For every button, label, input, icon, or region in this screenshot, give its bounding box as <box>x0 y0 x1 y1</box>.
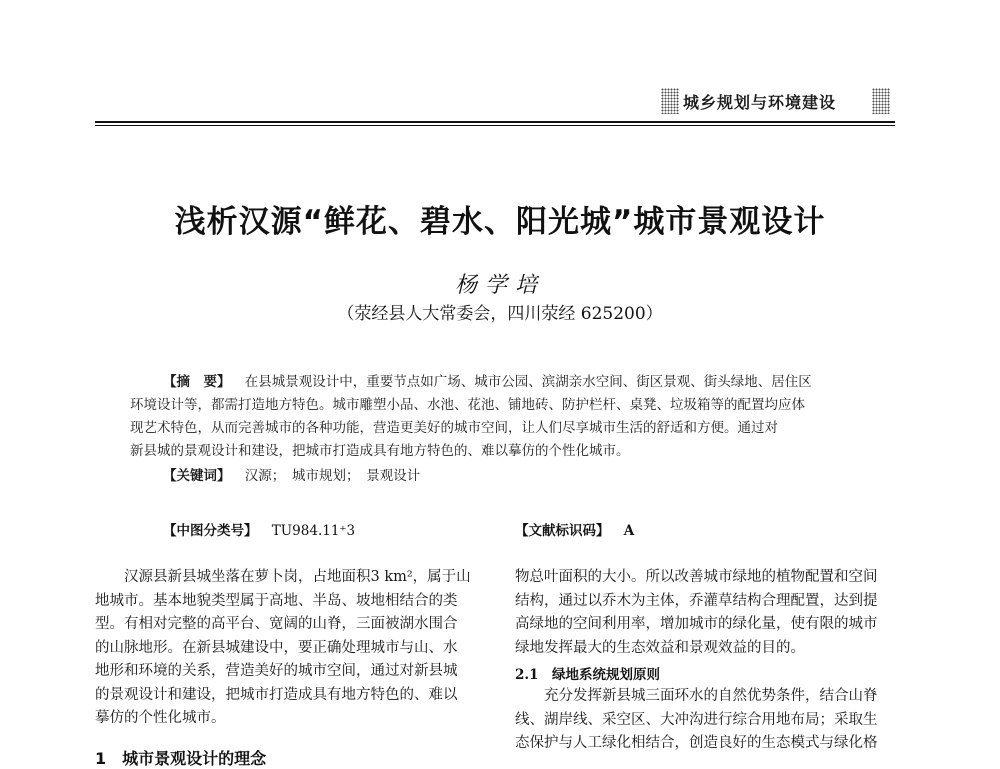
abstract-line-2: 环境设计等，都需打造地方特色。城市雕塑小品、水池、花池、铺地砖、防护栏杆、桌凳、垃圾箱等的配置均应体 <box>130 397 805 413</box>
header-rule-thin <box>95 125 895 126</box>
document-code <box>515 519 634 539</box>
body-right-line-2: 结构，通过以乔木为主体，乔灌草结构合理配置，达到提 <box>515 593 878 609</box>
body-left-line-4: 的山脉地形。在新县城建设中，要正确处理城市与山、水 <box>95 640 458 656</box>
header-rule <box>95 121 895 123</box>
body-left-line-7: 摹仿的个性化城市。 <box>95 710 226 726</box>
header-ornament-left <box>661 88 679 114</box>
header-ornament-right <box>872 88 890 114</box>
clc-classification <box>163 519 355 539</box>
abstract-line-1 <box>163 373 812 391</box>
body-right-line-6: 线、湖岸线、采空区、大冲沟进行综合用地布局；采取生 <box>515 712 878 728</box>
body-left-line-6: 的景观设计和建设，把城市打造成具有地方特色的、难以 <box>95 687 458 703</box>
abstract-text: 在县城景观设计中，重要节点如广场、城市公园、滨湖亲水空间、街区景观、街头绿地、居住区 <box>244 374 812 390</box>
body-left-line-3: 型。有相对完整的高平台、宽阔的山脊，三面被湖水围合 <box>95 616 458 632</box>
body-right-line-3: 高绿地的空间利用率，增加城市的绿化量，使有限的城市 <box>515 616 878 632</box>
keywords-line <box>163 467 420 485</box>
body-left-line-5: 地形和环境的关系，营造美好的城市空间，通过对新县城 <box>95 663 458 679</box>
body-right-line-4: 绿地发挥最大的生态效益和景观效益的目的。 <box>515 640 805 656</box>
section-heading-2-1: 2.1 绿地系统规划原则 <box>515 667 660 683</box>
doc-code-value: A <box>623 523 635 539</box>
keywords-text: 汉源； 城市规划； 景观设计 <box>244 468 421 484</box>
paper-title: 浅析汉源“鲜花、碧水、阳光城”城市景观设计 <box>174 204 826 240</box>
body-left-line-2: 地城市。基本地貌类型属于高地、半岛、坡地相结合的类 <box>95 593 458 609</box>
section-heading-1: 1 城市景观设计的理念 <box>95 749 267 768</box>
body-right-line-1: 物总叶面积的大小。所以改善城市绿地的植物配置和空间 <box>515 569 878 585</box>
abstract-line-4: 新县城的景观设计和建设，把城市打造成具有地方特色的、难以摹仿的个性化城市。 <box>130 443 630 459</box>
author-affiliation: （荥经县人大常委会，四川荥经 625200） <box>337 304 663 324</box>
doc-code-label: 【文献标识码】 <box>515 523 610 539</box>
clc-label: 【中图分类号】 <box>163 523 258 539</box>
abstract-line-3: 现艺术特色，从而完善城市的各种功能，营造更美好的城市空间，让人们尽享城市生活的舒适和方便。通过对 <box>130 420 778 436</box>
clc-value: TU984.11⁺3 <box>271 523 356 539</box>
body-left-line-1: 汉源县新县城坐落在萝卜岗，占地面积3 km²，属于山 <box>95 569 471 585</box>
author-name: 杨学培 <box>454 273 545 298</box>
keywords-label: 【关键词】 <box>163 468 231 484</box>
abstract-label: 【摘 要】 <box>163 374 231 390</box>
body-right-line-7: 态保护与人工绿化相结合，创造良好的生态模式与绿化格 <box>515 735 878 751</box>
journal-section-header: 城乡规划与环境建设 <box>683 93 837 112</box>
body-right-line-5: 充分发挥新县城三面环水的自然优势条件，结合山脊 <box>515 688 878 704</box>
